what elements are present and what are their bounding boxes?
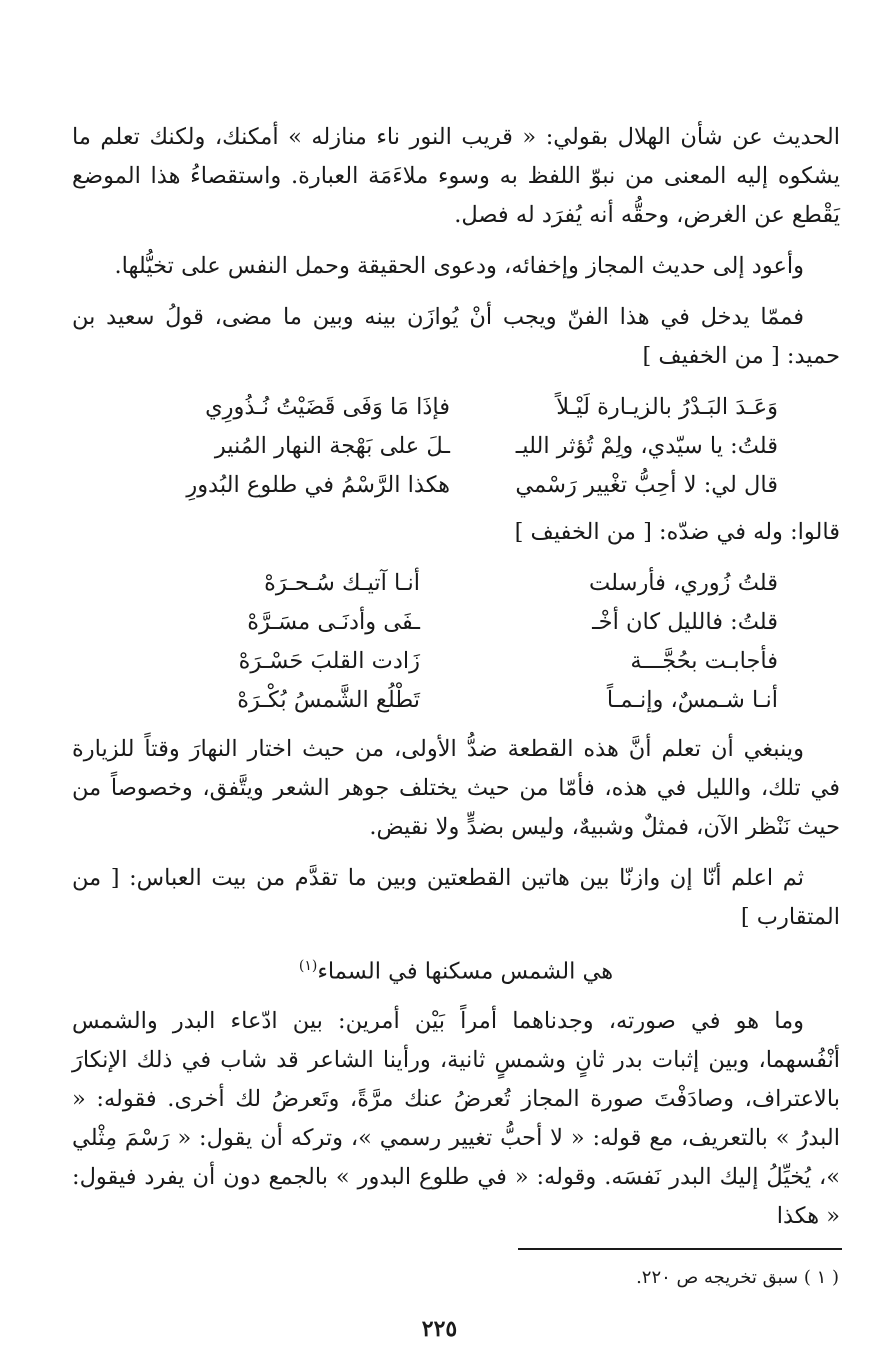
verse-second-hemistich: ـلَ على بَهْجة النهار المُنير bbox=[214, 433, 450, 459]
verse-line bbox=[72, 681, 840, 720]
verse-line bbox=[72, 564, 840, 603]
verse-second-hemistich: ـفَى وأدنَـى مسَـرَّهْ bbox=[247, 609, 420, 635]
verse-second-hemistich: هكذا الرَّسْمُ في طلوع البُدورِ bbox=[186, 472, 450, 498]
poem-opposite bbox=[72, 564, 840, 720]
paragraph-7: وما هو في صورته، وجدناهما أمراً بَيْن أمرين: بين ادّعاء البدر والشمس أنْفُسهما، وبين إثبات بدر ثانٍ وشمسٍ ثانية، ورأينا الشاعر قد شاب في ذلك الإنكارَ بالاعتراف، وصادَفْتَ صورة المجاز تُعرضُ عنك مرَّةً، وتَعرضُ لك أخرى. فقوله: « البدرُ » بالتعريف، مع قوله: « لا أحبُّ تغيير رسمي »، وتركه أن يقول: « رَسْمَ مِثْلي »، يُخيِّلُ إليك البدر نَفسَه. وقوله: « في طلوع البدور » بالجمع دون أن يفرد فيقول: « هكذا bbox=[72, 1007, 840, 1229]
verse-first-hemistich: فأجابـت بحُجَّـــة bbox=[630, 648, 778, 674]
footnote-divider bbox=[518, 1248, 842, 1250]
paragraph-5: وينبغي أن تعلم أنَّ هذه القطعة ضدُّ الأولى، من حيث اختار النهارَ وقتاً للزيارة في تلك، والليل في هذه، فأمّا من حيث يختلف جوهر الشعر ويتَّفق، وخصوصاً من حيث نَنْظر الآن، فمثلٌ وشبيهٌ، وليس بضدٍّ ولا نقيض. bbox=[72, 736, 840, 840]
paragraph-2: وأعود إلى حديث المجاز وإخفائه، ودعوى الحقيقة وحمل النفس على تخيُّلها. bbox=[114, 253, 804, 279]
footnote: ( ١ ) سبق تخريجه ص ٢٢٠. bbox=[636, 1267, 839, 1288]
verse-line bbox=[72, 603, 840, 642]
quoted-verse bbox=[72, 947, 840, 992]
verse-second-hemistich: أنـا آتيـك سُـحـرَهْ bbox=[264, 570, 420, 596]
page-body bbox=[72, 118, 840, 1236]
verse-first-hemistich: وَعَـدَ البَـدْرُ بالزيـارة لَيْـلاً bbox=[556, 394, 778, 420]
verse-second-hemistich: فإذَا مَا وَفَى قَضَيْتُ نُـذُورِي bbox=[205, 394, 450, 420]
paragraph-3: فممّا يدخل في هذا الفنّ ويجب أنْ يُوازَن بينه وبين ما مضى، قولُ سعيد بن حميد: [ من الخفيف ] bbox=[72, 304, 840, 369]
verse-first-hemistich: قال لي: لا أحِبُّ تغْيير رَسْمي bbox=[515, 472, 778, 498]
verse-line bbox=[72, 388, 840, 427]
poem-said-bin-humaid bbox=[72, 388, 840, 505]
verse-first-hemistich: أنـا شـمسٌ، وإنـمـاً bbox=[606, 687, 778, 713]
paragraph-1: الحديث عن شأن الهلال بقولي: « قريب النور ناء منازله » أمكنك، ولكنك تعلم ما يشكوه إليه المعنى من نبوّ اللفظ به وسوء ملاءَمَة العبارة. واستقصاءُ هذا الموضع يَقْطع عن الغرض، وحقُّه أنه يُفرَد له فصل. bbox=[72, 124, 840, 228]
paragraph-6: ثم اعلم أنّا إن وازنّا بين هاتين القطعتين وبين ما تقدَّم من بيت العباس: [ من المتقارب ] bbox=[72, 865, 840, 930]
verse-line bbox=[72, 427, 840, 466]
verse-first-hemistich: قلتُ: فالليل كان أخْـ bbox=[592, 609, 778, 635]
quoted-verse-text: هي الشمس مسكنها في السماء bbox=[317, 958, 614, 985]
verse-second-hemistich: تَطْلُع الشَّمسُ بُكْـرَهْ bbox=[237, 687, 420, 713]
paragraph-4: قالوا: وله في ضدّه: [ من الخفيف ] bbox=[514, 519, 840, 545]
verse-line bbox=[72, 466, 840, 505]
verse-first-hemistich: قلتُ زُوري، فأرسلت bbox=[589, 570, 778, 596]
verse-first-hemistich: قلتُ: يا سيّدي، ولِمْ تُؤثر الليـ bbox=[515, 433, 778, 459]
page-number: ٢٢٥ bbox=[421, 1316, 458, 1342]
footnote-reference: (١) bbox=[298, 958, 318, 974]
verse-line bbox=[72, 642, 840, 681]
verse-second-hemistich: زَادت القلبَ حَسْـرَهْ bbox=[238, 648, 420, 674]
